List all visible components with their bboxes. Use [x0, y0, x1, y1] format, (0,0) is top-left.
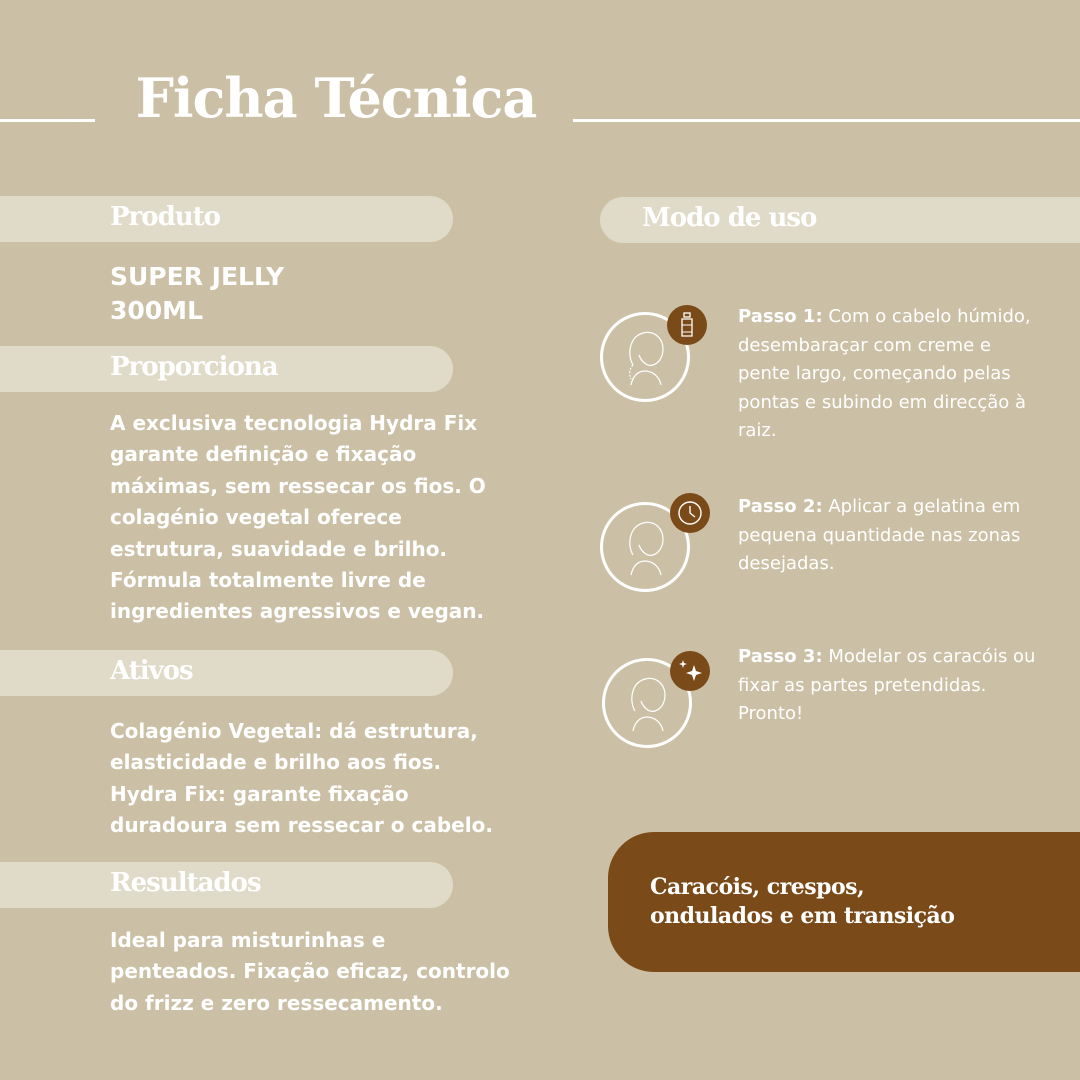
step-1 [738, 303, 1038, 446]
section-header-produto [0, 196, 453, 242]
section-heading: Produto [110, 202, 221, 232]
step-label: Passo 3: [738, 646, 823, 667]
product-name [110, 260, 284, 328]
hair-types-line: ondulados e em transição [650, 903, 955, 929]
section-heading: Resultados [110, 868, 261, 898]
step-label: Passo 1: [738, 306, 823, 327]
sparkle-icon [670, 651, 710, 691]
step-text: Com o cabelo húmido, desembaraçar com creme e pente largo, começando pelas pontas e subindo em direcção à raiz. [738, 306, 1031, 441]
section-header-ativos [0, 650, 453, 696]
step-3 [738, 643, 1038, 729]
text-line: colagénio vegetal oferece [110, 505, 402, 530]
text-line: A exclusiva tecnologia Hydra Fix [110, 411, 478, 435]
text-line: Hydra Fix: garante fixação [110, 781, 409, 806]
section-header-modo-de-uso [600, 197, 1080, 243]
clock-icon [670, 493, 710, 533]
step-2 [738, 493, 1038, 579]
text-line: elasticidade e brilho aos fios. [110, 750, 442, 775]
hair-types-line: Caracóis, crespos, [650, 874, 865, 900]
product-size: 300ML [110, 296, 203, 325]
resultados-text [110, 925, 530, 1019]
text-line: Ideal para misturinhas e [110, 928, 386, 952]
section-heading: Proporciona [110, 352, 278, 382]
bottle-icon [667, 305, 707, 345]
text-line: Fórmula totalmente livre de [110, 568, 426, 593]
section-heading: Ativos [110, 656, 193, 686]
text-line: estrutura, suavidade e brilho. [110, 536, 448, 561]
text-line: garante definição e fixação [110, 442, 417, 467]
text-line: máximas, sem ressecar os fios. O [110, 473, 486, 498]
step-label: Passo 2: [738, 496, 823, 517]
section-heading: Modo de uso [642, 203, 817, 233]
product-name-line: SUPER JELLY [110, 262, 285, 291]
hair-types-banner [608, 832, 1080, 972]
text-line: Colagénio Vegetal: dá estrutura, [110, 719, 478, 743]
section-header-proporciona [0, 346, 453, 392]
page-title: Ficha Técnica [135, 66, 537, 130]
text-line: penteados. Fixação eficaz, controlo [110, 959, 510, 984]
ativos-text [110, 716, 530, 842]
proporciona-text [110, 408, 530, 628]
section-header-resultados [0, 862, 453, 908]
step-text: Modelar os caracóis ou fixar as partes pretendidas. Pronto! [738, 646, 1036, 724]
text-line: ingredientes agressivos e vegan. [110, 599, 485, 624]
step-text: Aplicar a gelatina em pequena quantidade nas zonas desejadas. [738, 496, 1021, 574]
text-line: do frizz e zero ressecamento. [110, 990, 443, 1015]
text-line: duradoura sem ressecar o cabelo. [110, 813, 493, 838]
